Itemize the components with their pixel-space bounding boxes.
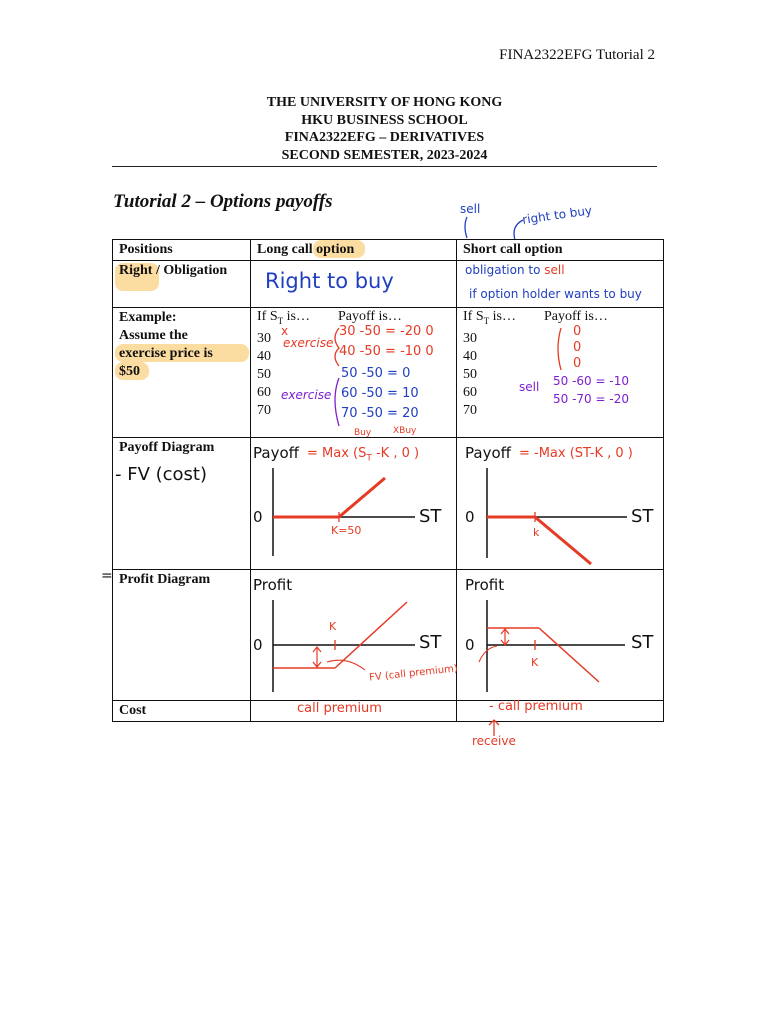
short-profit-zero: 0 <box>465 636 475 654</box>
note-exercise-purple: exercise <box>281 388 332 402</box>
short-obligation-note: obligation to sell <box>465 263 565 277</box>
short-profit-st: ST <box>631 632 654 653</box>
long-payoff-graph <box>251 438 457 570</box>
payoff-label: Payoff Diagram - FV (cost) <box>113 438 251 570</box>
short-payoff-word: Payoff <box>465 444 511 462</box>
row-right-obligation <box>113 261 664 308</box>
semester: SECOND SEMESTER, 2023-2024 <box>281 147 488 163</box>
buy-note: Buy <box>354 428 372 438</box>
course-name: FINA2322EFG – DERIVATIVES <box>284 130 485 145</box>
short-profit-word: Profit <box>465 576 505 594</box>
note-exercise-top: exercise <box>283 336 334 350</box>
xbuy-note: XBuy <box>393 426 417 436</box>
short-example-list: If $S_T$ is… Payoff is… 30 40 50 60 70 <box>463 309 608 418</box>
long-profit-k: K <box>329 620 337 633</box>
options-table <box>101 239 664 722</box>
long-profit-zero: 0 <box>253 636 263 654</box>
row-payoff <box>113 438 664 570</box>
short-payoff-zero: 0 <box>465 508 475 526</box>
title-divider <box>112 166 657 167</box>
long-payoff-st: ST <box>419 506 442 527</box>
long-payoff-diagram <box>251 426 457 570</box>
row-example <box>113 308 664 438</box>
short-payoff-2: 0 <box>573 340 582 355</box>
profit-label: Profit Diagram = <box>113 570 251 701</box>
example-label: Example: Assume the exercise price is $50 <box>113 308 251 438</box>
row-cost <box>113 701 664 722</box>
note-x: x <box>281 324 289 338</box>
short-payoff-formula: = -Max (ST-K , 0 ) <box>519 446 633 461</box>
fv-cost-note: - FV (cost) <box>115 464 207 485</box>
short-obligation-condition: if option holder wants to buy <box>469 287 642 301</box>
long-example-list: If $S_T$ is… Payoff is… 30 40 50 60 70 <box>257 309 402 418</box>
long-profit-st: ST <box>419 632 442 653</box>
long-calc-3: 50 -50 = 0 <box>341 366 411 381</box>
note-sell: sell <box>460 202 481 216</box>
right-obligation-label: Right / Obligation <box>113 261 251 308</box>
short-payoff-graph <box>457 438 664 570</box>
long-example-cell <box>251 308 457 438</box>
short-payoff-k: k <box>533 526 540 539</box>
row-profit <box>113 570 664 701</box>
short-payoff-1: 0 <box>573 324 582 339</box>
k-equals-50: K=50 <box>331 524 362 537</box>
long-cost-cell <box>251 701 457 722</box>
short-profit-diagram <box>457 570 664 701</box>
short-obligation-cell <box>457 261 664 308</box>
profit-eq-mark: = <box>101 568 113 584</box>
short-example-cell <box>457 308 664 438</box>
fv-call-premium-note: FV (call premium) <box>368 663 459 684</box>
short-payoff-st: ST <box>631 506 654 527</box>
long-payoff-zero: 0 <box>253 508 263 526</box>
short-profit-k: K <box>531 656 539 669</box>
long-right-note: Right to buy <box>265 269 394 293</box>
short-calc-1: 50 -60 = -10 <box>553 374 629 388</box>
header-long-call: Long call option <box>251 240 457 261</box>
document-titles <box>112 94 657 164</box>
long-cost-note: call premium <box>297 701 382 716</box>
short-sell-note: sell <box>519 380 540 394</box>
long-profit-word: Profit <box>253 576 293 594</box>
university-name: THE UNIVERSITY OF HONG KONG <box>266 95 503 110</box>
table-header-row <box>113 240 664 261</box>
long-payoff-formula: = Max ($S_T$ -K , 0 ) <box>307 446 420 464</box>
short-calc-2: 50 -70 = -20 <box>553 392 629 406</box>
long-payoff-word: Payoff <box>253 444 299 462</box>
school-name: HKU BUSINESS SCHOOL <box>301 112 468 128</box>
running-header: FINA2322EFG Tutorial 2 <box>499 47 655 63</box>
note-right-to-buy: right to buy <box>521 203 593 227</box>
short-cost-note: - call premium <box>489 699 583 714</box>
short-bracket <box>553 326 563 372</box>
header-positions: Positions <box>113 240 251 261</box>
header-short-call: Short call option <box>457 240 664 261</box>
short-payoff-3: 0 <box>573 356 582 371</box>
long-calc-2: 40 -50 = -10 0 <box>339 344 434 359</box>
tutorial-title: Tutorial 2 – Options payoffs <box>113 191 333 212</box>
cost-label: Cost <box>113 701 251 722</box>
long-calc-1: 30 -50 = -20 0 <box>339 324 434 339</box>
long-calc-5: 70 -50 = 20 <box>341 406 419 421</box>
long-right-cell <box>251 261 457 308</box>
long-profit-diagram <box>251 570 457 701</box>
receive-note: receive <box>472 734 516 748</box>
short-payoff-diagram <box>457 438 664 570</box>
long-calc-4: 60 -50 = 10 <box>341 386 419 401</box>
